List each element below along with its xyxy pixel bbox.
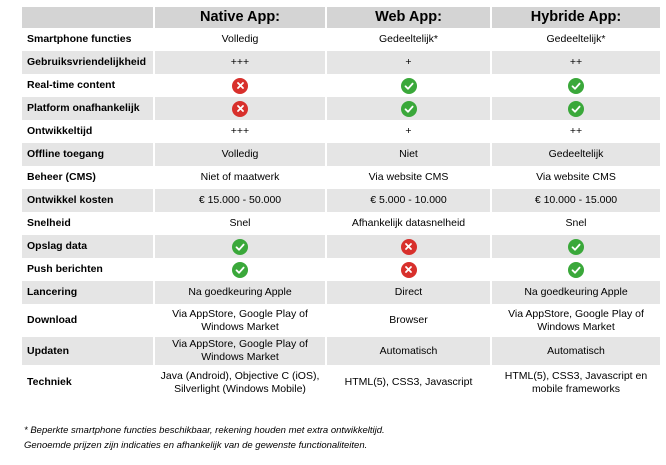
check-circle-icon (568, 101, 584, 117)
cell-native-smartphone-functies: Volledig (155, 28, 325, 51)
table-row (22, 51, 662, 74)
table-row (22, 304, 662, 337)
row-label-updaten: Updaten (22, 337, 153, 365)
cell-web-offline-toegang: Niet (327, 143, 490, 166)
cell-hybride-ontwikkeltijd: ++ (492, 120, 660, 143)
cell-native-offline-toegang: Volledig (155, 143, 325, 166)
header-web-app: Web App: (327, 7, 490, 28)
cell-web-ontwikkeltijd: + (327, 120, 490, 143)
row-label-beheer-cms: Beheer (CMS) (22, 166, 153, 189)
cell-native-download: Via AppStore, Google Play of Windows Market (155, 304, 325, 337)
cell-native-updaten: Via AppStore, Google Play of Windows Market (155, 337, 325, 365)
header-cell-empty (22, 7, 153, 28)
cell-hybride-offline-toegang: Gedeeltelijk (492, 143, 660, 166)
table-row (22, 365, 662, 400)
cell-hybride-platform-onafhankelijk (492, 97, 660, 120)
check-circle-icon (401, 78, 417, 94)
row-label-ontwikkel-kosten: Ontwikkel kosten (22, 189, 153, 212)
row-label-snelheid: Snelheid (22, 212, 153, 235)
check-circle-icon (232, 239, 248, 255)
table-row (22, 258, 662, 281)
footnote-1: * Beperkte smartphone functies beschikbaar, rekening houden met extra ontwikkeltijd. (24, 425, 385, 436)
cell-native-opslag-data (155, 235, 325, 258)
cell-native-ontwikkel-kosten: € 15.000 - 50.000 (155, 189, 325, 212)
x-circle-icon (232, 78, 248, 94)
cell-web-download: Browser (327, 304, 490, 337)
table-row (22, 189, 662, 212)
x-circle-icon (401, 262, 417, 278)
x-circle-icon (401, 239, 417, 255)
check-circle-icon (568, 78, 584, 94)
cell-web-beheer-cms: Via website CMS (327, 166, 490, 189)
cell-hybride-snelheid: Snel (492, 212, 660, 235)
table-body (22, 28, 662, 400)
cell-hybride-push-berichten (492, 258, 660, 281)
row-label-download: Download (22, 304, 153, 337)
row-label-ontwikkeltijd: Ontwikkeltijd (22, 120, 153, 143)
cell-hybride-updaten: Automatisch (492, 337, 660, 365)
table-row (22, 235, 662, 258)
row-label-smartphone-functies: Smartphone functies (22, 28, 153, 51)
table-row (22, 74, 662, 97)
cell-hybride-beheer-cms: Via website CMS (492, 166, 660, 189)
table-header-row (22, 7, 662, 28)
table-row (22, 97, 662, 120)
cell-web-opslag-data (327, 235, 490, 258)
table-row (22, 143, 662, 166)
row-label-techniek: Techniek (22, 365, 153, 400)
table-row (22, 337, 662, 365)
check-circle-icon (568, 239, 584, 255)
row-label-lancering: Lancering (22, 281, 153, 304)
check-circle-icon (232, 262, 248, 278)
check-circle-icon (568, 262, 584, 278)
cell-hybride-lancering: Na goedkeuring Apple (492, 281, 660, 304)
cell-hybride-real-time-content (492, 74, 660, 97)
cell-native-gebruiksvriendelijkheid: +++ (155, 51, 325, 74)
cell-web-smartphone-functies: Gedeeltelijk* (327, 28, 490, 51)
table-row (22, 166, 662, 189)
cell-hybride-ontwikkel-kosten: € 10.000 - 15.000 (492, 189, 660, 212)
cell-web-updaten: Automatisch (327, 337, 490, 365)
table-row (22, 281, 662, 304)
cell-web-push-berichten (327, 258, 490, 281)
row-label-real-time-content: Real-time content (22, 74, 153, 97)
cell-web-ontwikkel-kosten: € 5.000 - 10.000 (327, 189, 490, 212)
cell-web-snelheid: Afhankelijk datasnelheid (327, 212, 490, 235)
header-hybride-app: Hybride App: (492, 7, 660, 28)
cell-hybride-opslag-data (492, 235, 660, 258)
cell-web-gebruiksvriendelijkheid: + (327, 51, 490, 74)
comparison-table (22, 7, 662, 400)
cell-web-platform-onafhankelijk (327, 97, 490, 120)
cell-web-real-time-content (327, 74, 490, 97)
table-row (22, 28, 662, 51)
cell-web-techniek: HTML(5), CSS3, Javascript (327, 365, 490, 400)
x-circle-icon (232, 101, 248, 117)
table-row (22, 120, 662, 143)
cell-hybride-smartphone-functies: Gedeeltelijk* (492, 28, 660, 51)
header-native-app: Native App: (155, 7, 325, 28)
footnote-2: Genoemde prijzen zijn indicaties en afhankelijk van de gewenste functionaliteiten. (24, 440, 368, 451)
cell-native-ontwikkeltijd: +++ (155, 120, 325, 143)
cell-native-lancering: Na goedkeuring Apple (155, 281, 325, 304)
row-label-gebruiksvriendelijkheid: Gebruiksvriendelijkheid (22, 51, 153, 74)
check-circle-icon (401, 101, 417, 117)
row-label-offline-toegang: Offline toegang (22, 143, 153, 166)
row-label-push-berichten: Push berichten (22, 258, 153, 281)
table-row (22, 212, 662, 235)
cell-native-push-berichten (155, 258, 325, 281)
row-label-opslag-data: Opslag data (22, 235, 153, 258)
cell-native-platform-onafhankelijk (155, 97, 325, 120)
cell-hybride-techniek: HTML(5), CSS3, Javascript en mobile frameworks (492, 365, 660, 400)
cell-hybride-download: Via AppStore, Google Play of Windows Market (492, 304, 660, 337)
cell-native-real-time-content (155, 74, 325, 97)
cell-native-techniek: Java (Android), Objective C (iOS), Silverlight (Windows Mobile) (155, 365, 325, 400)
cell-web-lancering: Direct (327, 281, 490, 304)
row-label-platform-onafhankelijk: Platform onafhankelijk (22, 97, 153, 120)
cell-native-snelheid: Snel (155, 212, 325, 235)
cell-native-beheer-cms: Niet of maatwerk (155, 166, 325, 189)
cell-hybride-gebruiksvriendelijkheid: ++ (492, 51, 660, 74)
